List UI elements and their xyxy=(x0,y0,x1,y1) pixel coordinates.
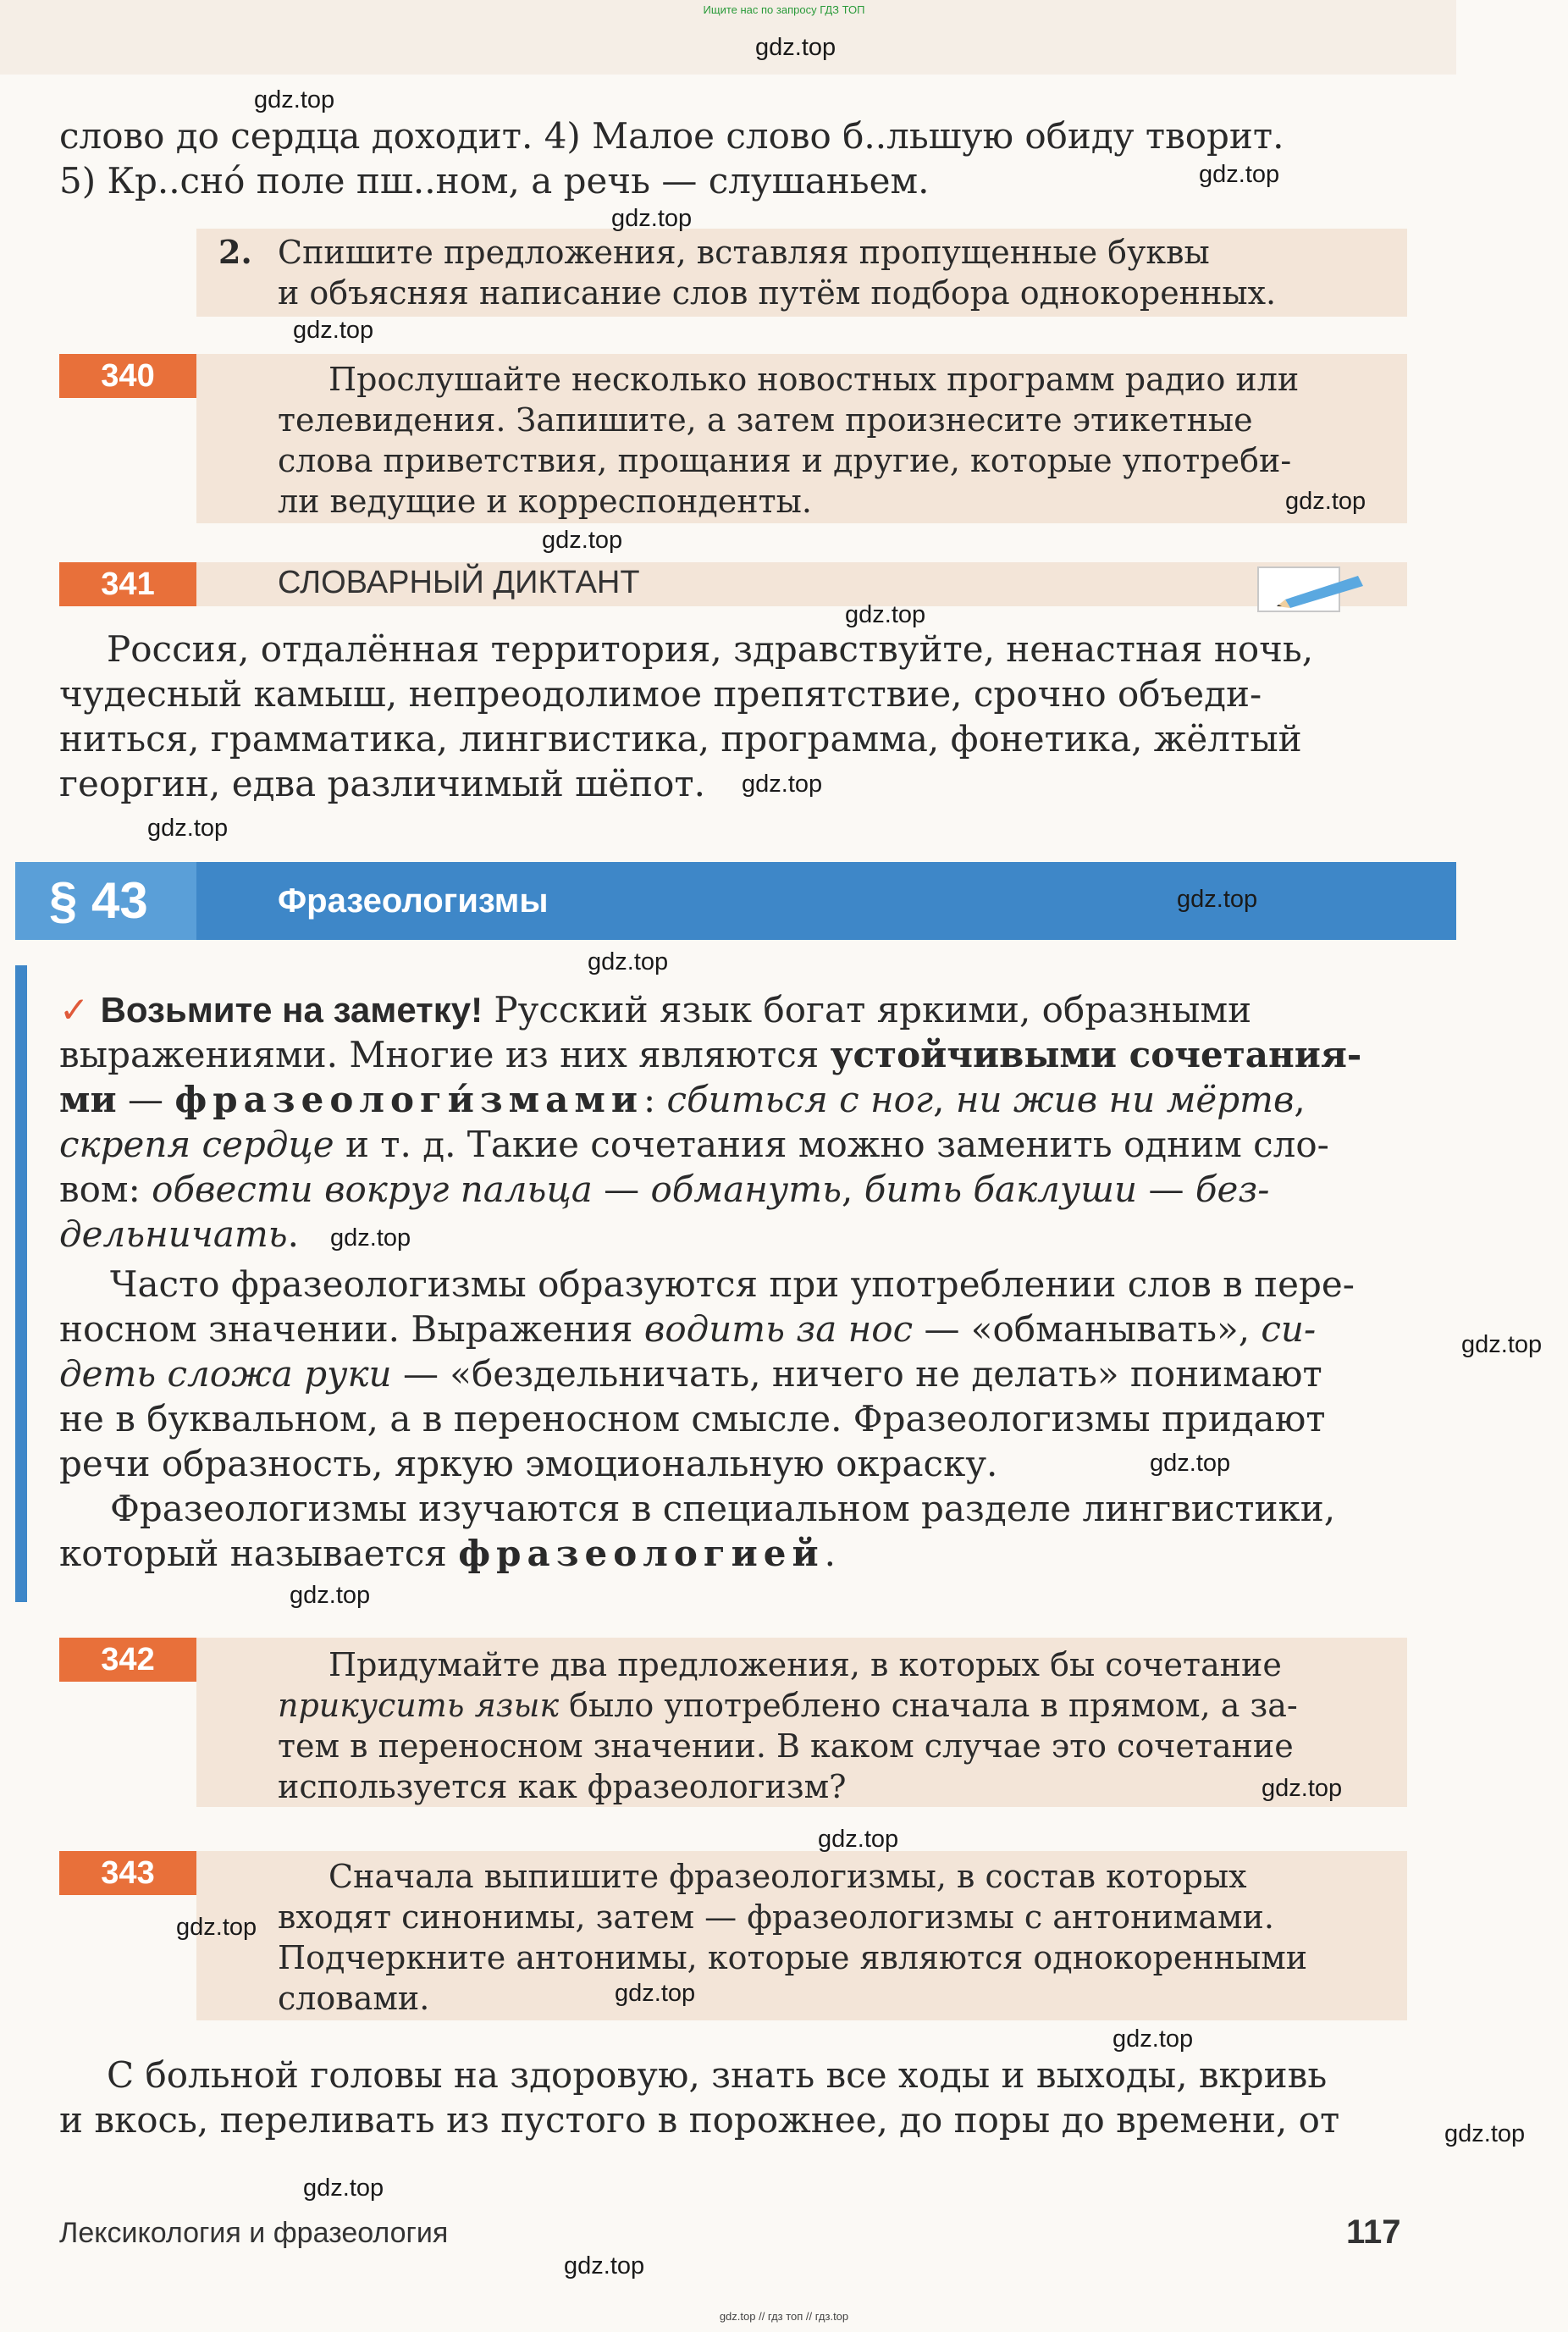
note-line-6: дельничать. xyxy=(59,1213,300,1255)
note-line-1: ✓ Возьмите на заметку! Русский язык богат яркими, образными xyxy=(59,989,1252,1031)
exercise-342-line-3: тем в переносном значении. В каком случае это сочетание xyxy=(278,1727,1294,1765)
watermark: gdz.top xyxy=(147,815,229,842)
watermark: gdz.top xyxy=(1285,488,1366,515)
final-line-1: С больной головы на здоровую, знать все ходы и выходы, вкривь xyxy=(107,2054,1328,2096)
task2-number: 2. xyxy=(218,233,252,271)
final-line-2: и вкось, переливать из пустого в порожнее, до поры до времени, от xyxy=(59,2099,1340,2141)
watermark: gdz.top xyxy=(564,2252,645,2280)
note-line-5: вом: обвести вокруг пальца — обмануть, бить баклуши — без- xyxy=(59,1169,1270,1210)
top-search-note: Ищите нас по запросу ГДЗ ТОП xyxy=(703,3,865,16)
exercise-343-line-3: Подчеркните антонимы, которые являются однокоренными xyxy=(278,1939,1308,1976)
exercise-340-line-3: слова приветствия, прощания и другие, которые употреби- xyxy=(278,442,1292,479)
para2-line-4: не в буквальном, а в переносном смысле. Фразеологизмы придают xyxy=(59,1398,1326,1440)
watermark: gdz.top xyxy=(254,86,335,113)
para2-line-2: носном значении. Выражения водить за нос — «обманывать», си- xyxy=(59,1308,1317,1350)
para3-line-1: Фразеологизмы изучаются в специальном разделе лингвистики, xyxy=(110,1488,1336,1529)
watermark: gdz.top xyxy=(1177,886,1258,913)
exercise-343-number: 343 xyxy=(59,1851,196,1895)
exercise-342-text xyxy=(278,1644,1395,1807)
note-line-2: выражениями. Многие из них являются устойчивыми сочетания- xyxy=(59,1034,1362,1075)
exercise-343-text xyxy=(278,1856,1395,2019)
exercise-340-line-1: Прослушайте несколько новостных программ радио или xyxy=(329,361,1300,398)
watermark: gdz.top xyxy=(1444,2120,1526,2147)
section-number: § 43 xyxy=(49,872,148,929)
exercise-342-line-1: Придумайте два предложения, в которых бы сочетание xyxy=(329,1646,1282,1683)
note-label: Возьмите на заметку! xyxy=(100,990,483,1030)
task2-line-2: и объясняя написание слов путём подбора однокоренных. xyxy=(278,274,1277,312)
exercise-340-line-4: ли ведущие и корреспонденты. xyxy=(278,483,812,520)
continued-line-2: 5) Кр..сно́ поле пш..ном, а речь — слушаньем. xyxy=(59,160,930,202)
final-text xyxy=(59,2053,1414,2142)
para2-line-3: деть сложа руки — «бездельничать, ничего не делать» понимают xyxy=(59,1353,1322,1395)
watermark: gdz.top xyxy=(1199,161,1280,188)
exercise-342-line-2: прикусить язык было употреблено сначала в прямом, а за- xyxy=(278,1687,1298,1724)
exercise-341-line-4: георгин, едва различимый шёпот. xyxy=(59,763,705,804)
exercise-341-heading: СЛОВАРНЫЙ ДИКТАНТ xyxy=(278,565,640,600)
watermark: gdz.top xyxy=(303,2175,384,2202)
theory-side-line xyxy=(15,965,27,1602)
watermark: gdz.top xyxy=(176,1914,257,1941)
section-title: Фразеологизмы xyxy=(278,882,549,920)
task2-line-1: Спишите предложения, вставляя пропущенные буквы xyxy=(278,234,1210,271)
watermark: gdz.top xyxy=(542,527,623,554)
watermark: gdz.top xyxy=(742,771,823,798)
watermark: gdz.top xyxy=(1150,1450,1231,1477)
footer-chapter: Лексикология и фразеология xyxy=(59,2217,449,2249)
checkmark-icon: ✓ xyxy=(59,989,90,1031)
watermark: gdz.top xyxy=(611,205,693,232)
para2-line-5: речи образность, яркую эмоциональную окраску. xyxy=(59,1443,998,1484)
continued-line-1: слово до сердца доходит. 4) Малое слово б..льшую обиду творит. xyxy=(59,115,1284,157)
theory-block xyxy=(59,987,1414,1576)
watermark: gdz.top xyxy=(615,1980,696,2007)
exercise-340-line-2: телевидения. Запишите, а затем произнесите этикетные xyxy=(278,401,1253,439)
exercise-340-number: 340 xyxy=(59,354,196,398)
note-line-4: скрепя сердце и т. д. Такие сочетания можно заменить одним сло- xyxy=(59,1124,1329,1165)
watermark: gdz.top xyxy=(845,601,926,628)
exercise-340-text xyxy=(278,359,1395,522)
exercise-341-line-3: ниться, грамматика, лингвистика, программа, фонетика, жёлтый xyxy=(59,718,1302,760)
para3-line-2: который называется фразеологией. xyxy=(59,1533,836,1574)
watermark: gdz.top xyxy=(588,948,669,975)
bottom-note: gdz.top // гдз топ // гдз.top xyxy=(719,2310,849,2323)
watermark: gdz.top xyxy=(293,317,374,344)
watermark: gdz.top xyxy=(818,1826,899,1853)
exercise-342-line-4: используется как фразеологизм? xyxy=(278,1768,847,1805)
watermark: gdz.top xyxy=(290,1582,371,1609)
pencil-icon xyxy=(1251,562,1378,615)
exercise-342-number: 342 xyxy=(59,1638,196,1682)
section-number-box xyxy=(15,862,196,940)
exercise-341-text xyxy=(59,627,1414,806)
watermark: gdz.top xyxy=(1461,1331,1543,1358)
para2-line-1: Часто фразеологизмы образуются при употреблении слов в пере- xyxy=(110,1263,1355,1305)
exercise-343-line-2: входят синонимы, затем — фразеологизмы с антонимами. xyxy=(278,1898,1274,1936)
exercise-343-line-1: Сначала выпишите фразеологизмы, в состав которых xyxy=(329,1858,1247,1895)
task2-text xyxy=(278,232,1395,313)
exercise-341-line-1: Россия, отдалённая территория, здравствуйте, ненастная ночь, xyxy=(107,628,1314,670)
page-number: 117 xyxy=(1346,2213,1401,2251)
watermark: gdz.top xyxy=(1262,1775,1343,1802)
note-line-3: ми — фразеологи́змами: сбиться с ног, ни жив ни мёртв, xyxy=(59,1079,1306,1120)
watermark: gdz.top xyxy=(330,1224,411,1252)
exercise-341-number: 341 xyxy=(59,562,196,606)
continued-text xyxy=(59,113,1414,203)
watermark: gdz.top xyxy=(1113,2025,1194,2053)
exercise-343-line-4: словами. xyxy=(278,1980,430,2017)
exercise-341-line-2: чудесный камыш, непреодолимое препятствие, срочно объеди- xyxy=(59,673,1262,715)
watermark: gdz.top xyxy=(755,34,836,61)
